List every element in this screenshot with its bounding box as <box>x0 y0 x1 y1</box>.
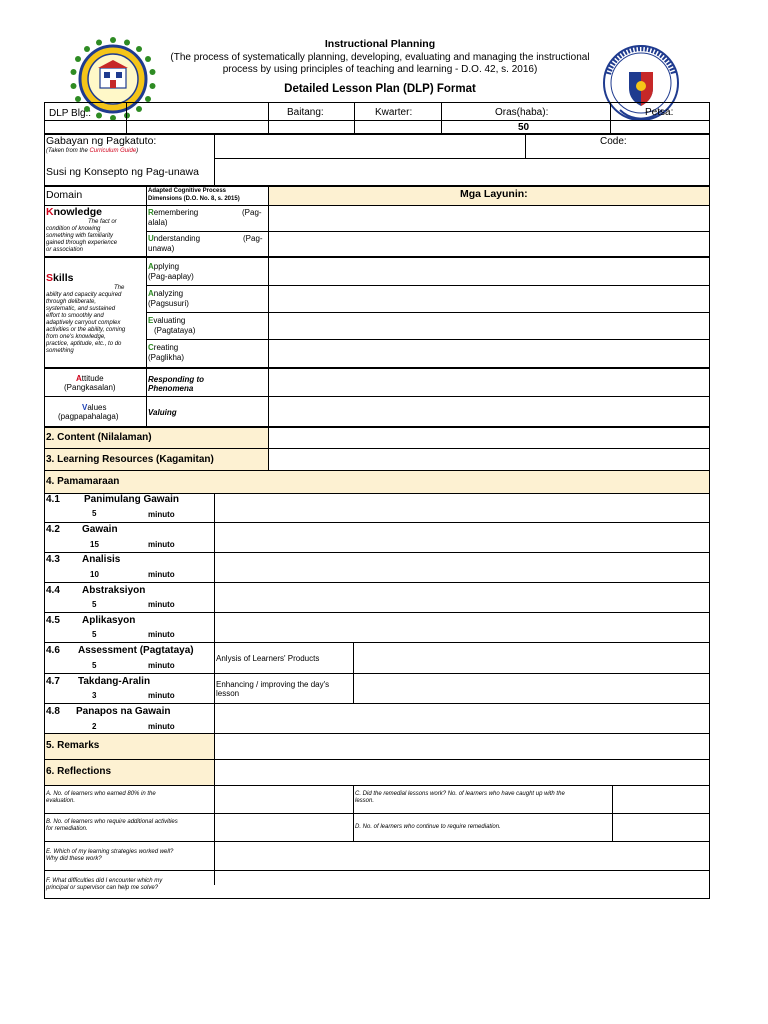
skills-desc-5: effort to smoothly and <box>46 313 104 319</box>
reflection-a-line2: evaluation. <box>46 798 76 804</box>
reflection-d-line1: D. No. of learners who continue to require remediation. <box>355 824 501 830</box>
evaluating-label: Evaluating <box>148 316 186 325</box>
remembering-alala: alala) <box>148 218 168 227</box>
remarks-header: 5. Remarks <box>46 740 100 751</box>
document-title: Detailed Lesson Plan (DLP) Format <box>284 83 476 95</box>
responding-label-1: Responding to <box>148 375 204 384</box>
reflection-e-line2: Why did these work? <box>46 856 102 862</box>
header-subtitle-line1: (The process of systematically planning, developing, evaluating and managing the instructional <box>170 52 590 63</box>
procedure-number: 4.8 <box>46 706 60 717</box>
dlp-number-label: DLP Blg.: <box>49 108 92 119</box>
applying-label: Applying <box>148 262 180 271</box>
responding-label-2: Phenomena <box>148 384 194 393</box>
oras-label: Oras(haba): <box>495 107 549 118</box>
takdang-aralin-note: Enhancing / improving the day's lesson <box>216 680 330 698</box>
header-title: Instructional Planning <box>324 38 436 50</box>
procedure-minutes: 10 <box>90 570 99 579</box>
skills-desc-4: systematic, and sustained <box>46 306 116 312</box>
content-header: 2. Content (Nilalaman) <box>46 432 152 443</box>
reflection-c-line1: C. Did the remedial lessons work? No. of learners who have caught up with the <box>355 791 565 797</box>
header-subtitle <box>160 52 600 76</box>
reflection-f-line2: principal or supervisor can help me solve? <box>46 885 159 891</box>
understanding-label: Understanding <box>148 234 201 243</box>
layunin-header: Mga Layunin: <box>460 188 528 200</box>
skills-desc-9: practice, aptitude, etc., to do <box>46 341 122 347</box>
gabayan-note: (Taken from the Curriculum Guide) <box>46 148 139 154</box>
domain-header: Domain <box>46 189 83 201</box>
skills-desc-2: ability and capacity acquired <box>46 292 122 298</box>
understanding-pag: (Pag- <box>243 234 263 243</box>
reflection-f-line1: F. What difficulties did I encounter which my <box>46 878 163 884</box>
skills-desc-6: adaptively carryout complex <box>46 320 121 326</box>
creating-sub: (Paglikha) <box>148 353 185 362</box>
knowledge-desc-4: gained through experience <box>46 240 118 246</box>
attitude-sub: (Pangkasalan) <box>64 383 116 392</box>
procedure-number: 4.1 <box>46 494 60 505</box>
procedure-minutes: 3 <box>92 691 97 700</box>
analyzing-label: Analyzing <box>148 289 184 298</box>
procedure-name: Assessment (Pagtataya) <box>78 645 194 656</box>
baitang-label: Baitang: <box>287 107 324 118</box>
resources-header: 3. Learning Resources (Kagamitan) <box>46 454 214 465</box>
adapted-process-header-line2: Dimensions (D.O. No. 8, s. 2015) <box>148 196 240 202</box>
procedure-number: 4.5 <box>46 615 60 626</box>
susi-label: Susi ng Konsepto ng Pag-unawa <box>46 166 199 178</box>
skills-desc-1: The <box>114 285 125 291</box>
procedure-name: Panapos na Gawain <box>76 706 171 717</box>
skills-desc-10: something <box>46 348 74 354</box>
remembering-label: Remembering <box>148 208 199 217</box>
procedure-name: Panimulang Gawain <box>84 494 180 505</box>
valuing-label: Valuing <box>148 408 177 417</box>
remembering-pag: (Pag- <box>242 208 262 217</box>
procedure-number: 4.2 <box>46 524 60 535</box>
values-label: Values <box>82 403 107 412</box>
adapted-process-header-line1: Adapted Cognitive Process <box>148 188 227 194</box>
kwarter-label: Kwarter: <box>375 107 413 118</box>
procedure-unit: minuto <box>148 570 175 579</box>
creating-label: Creating <box>148 343 179 352</box>
skills-label: Skills <box>46 272 74 284</box>
gabayan-label: Gabayan ng Pagkatuto: <box>46 135 157 147</box>
knowledge-label: Knowledge <box>46 206 103 218</box>
code-label: Code: <box>600 136 627 147</box>
procedure-unit: minuto <box>148 630 175 639</box>
procedure-name: Gawain <box>82 524 118 535</box>
reflection-c-line2: lesson. <box>355 798 375 804</box>
procedure-unit: minuto <box>148 722 175 731</box>
header-subtitle-line2: process by using principles of teaching and learning - D.O. 42, s. 2016) <box>222 64 538 75</box>
procedure-header: 4. Pamamaraan <box>46 476 120 487</box>
knowledge-desc-1: The fact or <box>88 219 117 225</box>
oras-value: 50 <box>518 122 530 133</box>
skills-desc-3: through deliberate, <box>46 299 97 305</box>
procedure-unit: minuto <box>148 600 175 609</box>
procedure-minutes: 5 <box>92 661 97 670</box>
procedure-unit: minuto <box>148 691 175 700</box>
procedure-minutes: 5 <box>92 509 97 518</box>
assessment-note: Anlysis of Learners' Products <box>216 654 320 663</box>
procedure-name: Aplikasyon <box>82 615 136 626</box>
values-sub: (pagpapahalaga) <box>58 412 119 421</box>
procedure-minutes: 5 <box>92 630 97 639</box>
skills-desc-8: from one's knowledge, <box>46 334 106 340</box>
procedure-header-cell <box>45 471 709 493</box>
procedure-name: Takdang-Aralin <box>78 676 151 687</box>
evaluating-sub: (Pagtataya) <box>154 326 196 335</box>
procedure-number: 4.4 <box>46 585 60 596</box>
procedure-number: 4.3 <box>46 554 60 565</box>
procedure-unit: minuto <box>148 661 175 670</box>
procedure-minutes: 2 <box>92 722 97 731</box>
knowledge-desc-5: or association <box>46 247 84 253</box>
procedure-name: Analisis <box>82 554 121 565</box>
reflections-header: 6. Reflections <box>46 766 112 777</box>
reflection-b-line1: B. No. of learners who require additional activities <box>46 819 178 825</box>
procedure-number: 4.6 <box>46 645 60 656</box>
petsa-label: Petsa: <box>645 107 674 118</box>
procedure-minutes: 15 <box>90 540 99 549</box>
analyzing-sub: (Pagsusuri) <box>148 299 189 308</box>
procedure-number: 4.7 <box>46 676 60 687</box>
procedure-unit: minuto <box>148 540 175 549</box>
applying-sub: (Pag-aaplay) <box>148 272 194 281</box>
reflection-e-line1: E. Which of my learning strategies worked well? <box>46 849 174 855</box>
reflection-b-line2: for remediation. <box>46 826 88 832</box>
knowledge-desc-3: something with familiarity <box>46 233 114 239</box>
attitude-label: Attitude <box>76 374 104 383</box>
procedure-name: Abstraksiyon <box>82 585 146 596</box>
reflection-a-line1: A. No. of learners who earned 80% in the <box>46 791 156 797</box>
knowledge-desc-2: condition of knowing <box>46 226 101 232</box>
skills-desc-7: activities or the ability, coming <box>46 327 126 333</box>
procedure-unit: minuto <box>148 510 175 519</box>
procedure-minutes: 5 <box>92 600 97 609</box>
understanding-unawa: unawa) <box>148 244 175 253</box>
